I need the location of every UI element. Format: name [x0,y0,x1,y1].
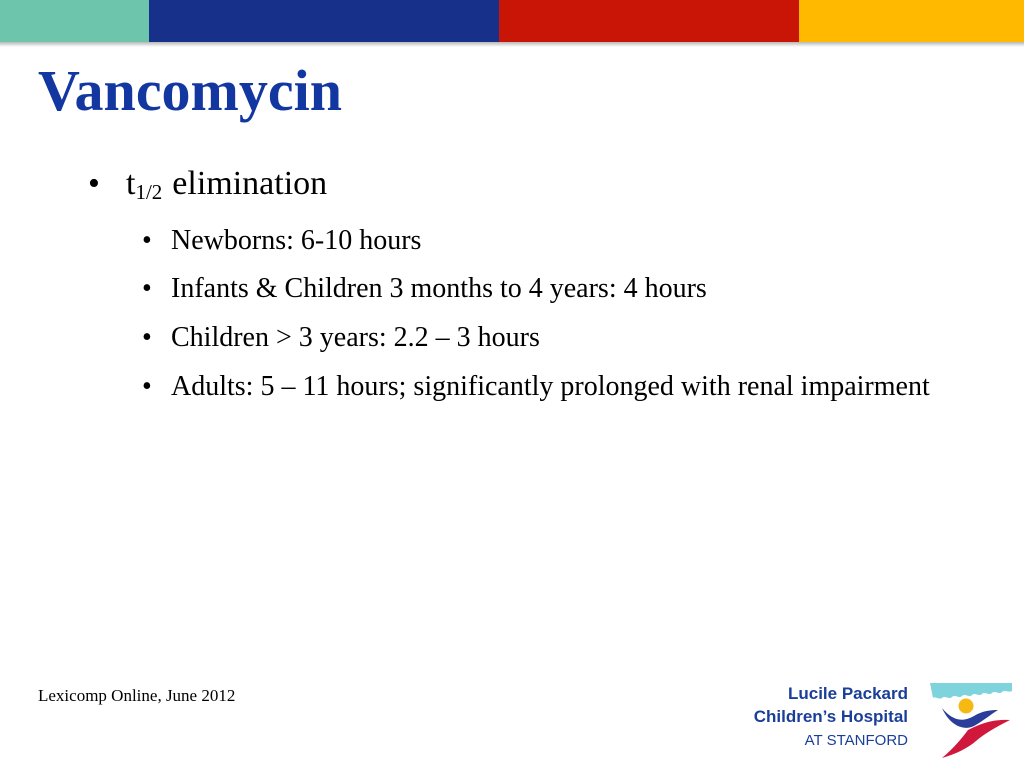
bullet-marker: • [142,225,152,256]
slide-title: Vancomycin [38,58,342,123]
header-color-band [0,0,1024,42]
sub-bullet-text: Adults: 5 – 11 hours; significantly prolonged with renal impairment [171,371,930,402]
child-figure-icon [928,680,1014,760]
half-life-label: elimination [172,165,328,202]
logo-line-3: AT STANFORD [804,732,908,749]
sub-bullet-text: Newborns: 6-10 hours [171,225,422,256]
header-band-shadow [0,42,1024,47]
band-yellow [799,0,1024,42]
half-life-symbol: t [126,165,136,202]
sub-bullet-text: Children > 3 years: 2.2 – 3 hours [171,322,540,353]
logo-line-1: Lucile Packard [787,684,908,703]
bullet-marker: • [142,322,152,353]
hospital-logo [753,680,1016,760]
half-life-subscript: 1/2 [135,180,163,204]
sub-bullet-text: Infants & Children 3 months to 4 years: 4 hours [171,273,707,304]
band-red [499,0,799,42]
band-blue [149,0,499,42]
logo-line-2: Children’s Hospital [753,707,908,726]
citation: Lexicomp Online, June 2012 [38,686,236,705]
bullet-marker: • [88,165,100,202]
band-teal [0,0,149,42]
bullet-marker: • [142,273,152,304]
bullet-marker: • [142,371,152,402]
